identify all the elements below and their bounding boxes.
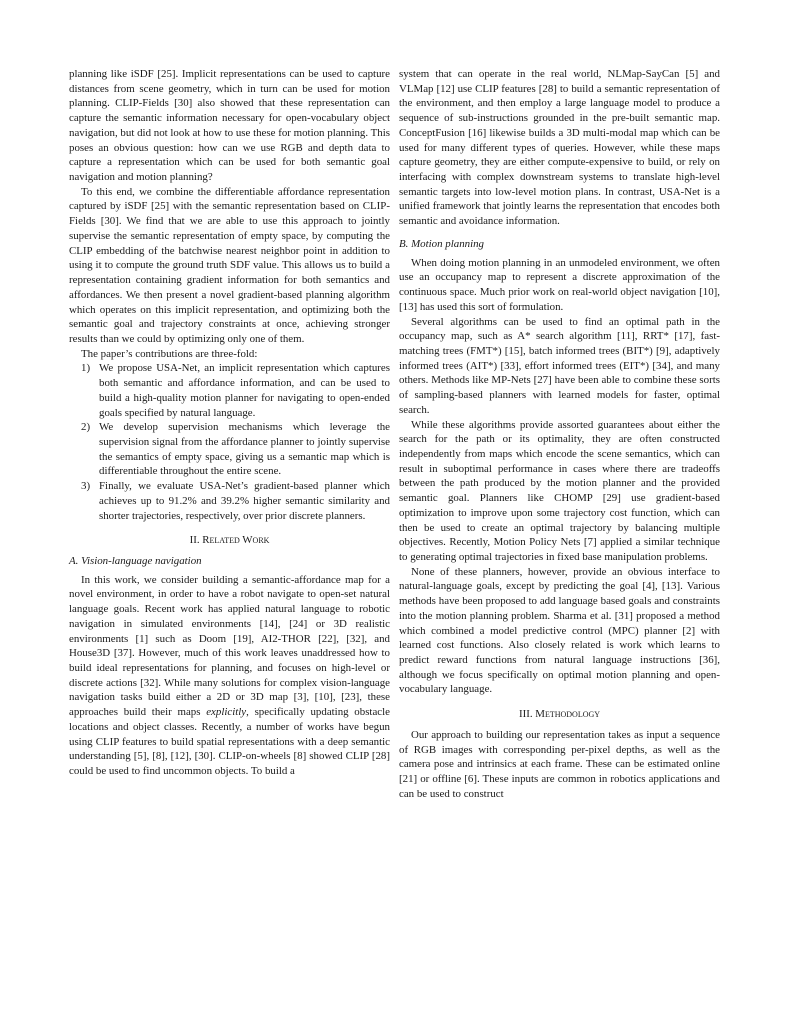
vision-language-italic: explicitly: [206, 706, 247, 719]
subsection-title-vision-language: A. Vision-language navigation: [69, 555, 202, 567]
methodology-paragraph-1: Our approach to building our representation takes as input a sequence of RGB images with corresponding per-pixel depths, as well as the camera pose and intrinsics at each frame. These can be estimated online [21] or offline [6]. These inputs are common in robotics applications and can be used to construct: [399, 728, 720, 800]
contribution-number: 3): [81, 480, 91, 493]
contribution-text: Finally, we evaluate USA-Net’s gradient-based planner which achieves up to 91.2% and 39.2% higher semantic similarity and shorter trajectories, respectively, over prior discrete planners.: [99, 480, 390, 522]
left-column: [69, 67, 390, 779]
motion-planning-paragraph-1: When doing motion planning in an unmodeled environment, we often use an occupancy map to represent a discrete approximation of the continuous space. Much prior work on real-world object navigation [10], [13] has used this sort of formulation.: [399, 256, 720, 313]
motion-planning-paragraph-4: None of these planners, however, provide an obvious interface to natural-language goals, except by predicting the goal [4], [13]. Various methods have been proposed to add language based goals and constraints into the motion planning problem. Sharma et al. [31] proposed a method which combined a model predictive control (MPC) planner [2] with learned cost functions. Also closely related is work which learns to predict reward functions from natural language instructions [36], although we focus specifically on optimal motion planning and open-vocabulary language.: [399, 565, 720, 696]
section-title-related-work: II. Related Work: [189, 534, 270, 547]
contributions-list: [69, 361, 390, 523]
section-title-methodology: III. Methodology: [518, 708, 601, 721]
contribution-item: [69, 479, 390, 523]
vision-language-continued: system that can operate in the real world, NLMap-SayCan [5] and VLMap [12] use CLIP features [28] to build a semantic representation of the environment, and then employ a large language model to produce a sequence of sub-instructions grounded in the pre-built semantic map. ConceptFusion [16] likewise builds a 3D multi-modal map which can be used for many different types of queries. However, while these maps capture geometry, they are either compute-expensive to build, or rely on interfacing with complex downstream systems to translate high-level semantic targets into low-level motion plans. In contrast, USA-Net is a unified framework that jointly learns the representation that encodes both semantic and avoidance information.: [399, 68, 720, 228]
vision-language-text-2: , specifically updating obstacle locations and object classes. Recently, a number of works have begun using CLIP features to build spatial representations with a deep semantic understanding [5], [8], [12], [30]. CLIP-on-wheels [8] showed CLIP [28] could be used to find uncommon objects. To build a: [69, 706, 390, 778]
contribution-item: [69, 361, 390, 420]
contribution-number: 2): [81, 421, 91, 434]
contribution-text: We develop supervision mechanisms which leverage the supervision signal from the affordance planner to jointly supervise the semantics of empty space, giving us a semantic map which is differentiable throughout the entire scene.: [99, 421, 390, 478]
motion-planning-paragraph-3: While these algorithms provide assorted guarantees about either the search for the path or its optimality, they are often constructed independently from maps which encode the scene semantics, which can result in suboptimal performance in cases where there are tradeoffs between the path produced by the motion planner and the provided semantic goal. Planners like CHOMP [29] use gradient-based optimization to improve upon some trajectory cost function, which can then be used to create an optimal trajectory by balancing multiple objectives. Recently, Motion Policy Nets [7] applied a similar technique to generating optimal trajectories in fixed base manipulation problems.: [399, 418, 720, 563]
contribution-text: We propose USA-Net, an implicit representation which captures both semantic and affordance information, and can be used to build a high-quality motion planner for navigating to open-ended goals specified by natural language.: [99, 362, 390, 419]
vision-language-text-1: In this work, we consider building a semantic-affordance map for a novel environment, in order to have a robot navigate to open-set natural language goals. Recent work has applied natural language to robotic navigation in simulated environments [14], [24] or 3D realistic environments [1] such as Doom [19], AI2-THOR [22], [32], and House3D [37]. However, much of this work leaves unaddressed how to build ideal representations for planning, and focuses on high-level or discrete actions [32]. While many solutions for complex vision-language navigation tasks build either a 2D or 3D map [3], [10], [23], these approaches build their maps: [69, 573, 390, 719]
contribution-item: [69, 420, 390, 479]
contributions-intro: The paper’s contributions are three-fold:: [81, 347, 258, 360]
subsection-title-motion-planning: B. Motion planning: [399, 237, 485, 250]
motion-planning-paragraph-2: Several algorithms can be used to find an optimal path in the occupancy map, such as A* search algorithm [11], RRT* [17], fast-matching trees (FMT*) [15], batch informed trees (BIT*) [9], adaptively informed trees (AIT*) [33], effort informed trees (EIT*) [34], and many others. Methods like MP-Nets [27] have been able to combine these sorts of sampling-based planners with learned models for faster, optimal search.: [399, 315, 720, 416]
intro-paragraph-2: To this end, we combine the differentiable affordance representation captured by iSDF [25] with the semantic representation based on CLIP-Fields [30]. We find that we are able to use this approach to jointly supervise the semantic representation of empty space, by computing the CLIP embedding of the batchwise nearest neighbor point in addition to using it to compute the ground truth SDF value. This allows us to build a representation containing gradient information for both semantics and affordances. We then present a novel gradient-based planning algorithm which operates on this implicit representation, and optimizing both the semantic goal and trajectory constraints at once, achieving stronger results than we could by optimizing only one of them.: [69, 185, 390, 345]
right-column: [399, 67, 720, 802]
contribution-number: 1): [81, 362, 91, 375]
vision-language-paragraph: [69, 573, 390, 779]
intro-paragraph-1: planning like iSDF [25]. Implicit representations can be used to capture distances from scene geometry, which in turn can be used for motion planning. CLIP-Fields [30] also showed that these representation can capture the semantic information necessary for open-vocabulary object navigation, but did not look at how to use these for motion planning. This poses an obvious question: how can we use RGB and depth data to capture a representation which can be used for both semantic goal navigation and motion planning?: [69, 68, 390, 184]
